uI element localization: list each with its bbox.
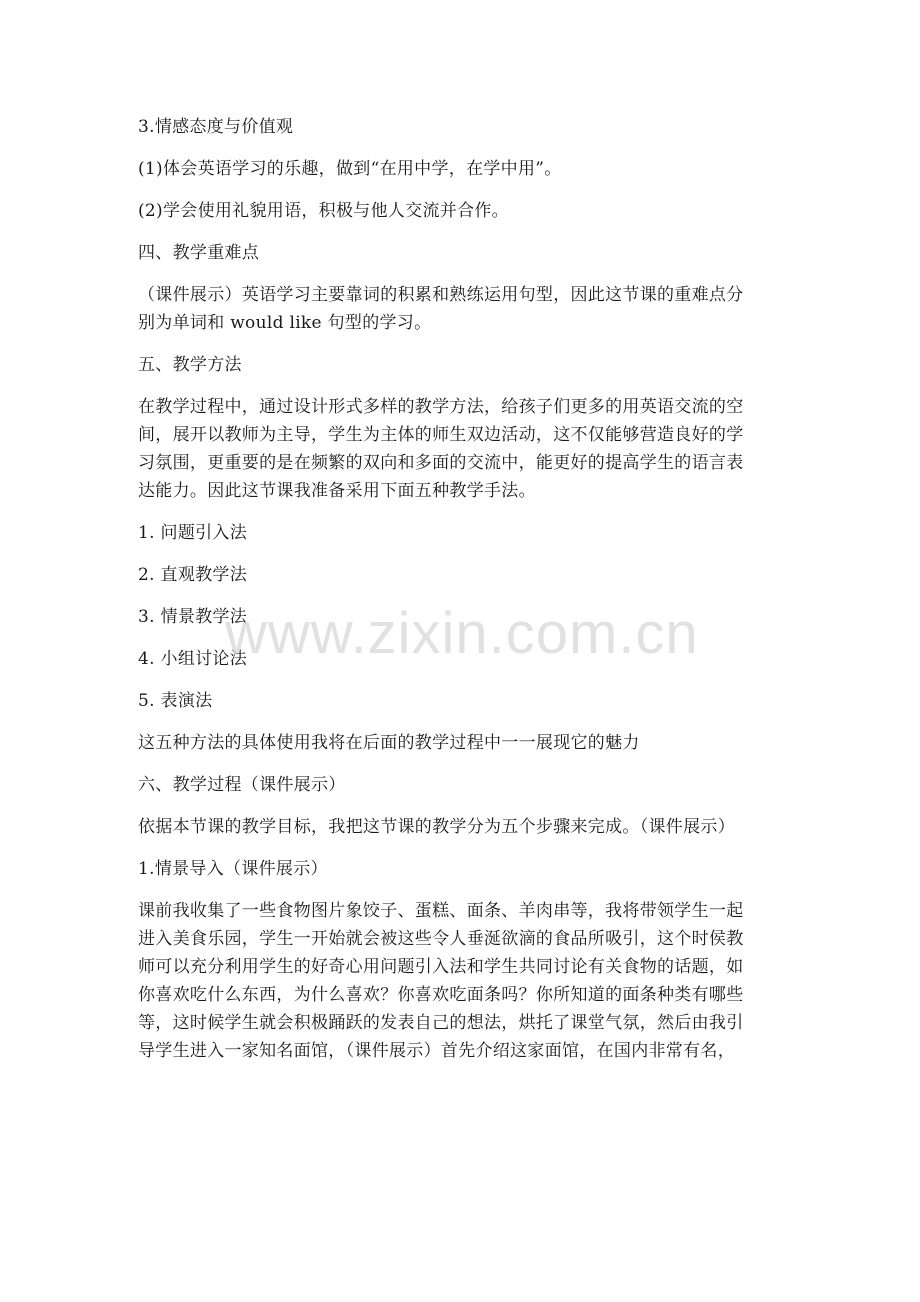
text-line: 5. 表演法 (138, 691, 213, 711)
text-line: 你喜欢吃什么东西，为什么喜欢？你喜欢吃面条吗？你所知道的面条种类有哪些 (138, 985, 744, 1005)
text-line: 等，这时候学生就会积极踊跃的发表自己的想法，烘托了课堂气氛，然后由我引 (138, 1013, 744, 1033)
paragraph (138, 855, 788, 883)
paragraph (138, 687, 788, 715)
text-line: 3. 情景教学法 (138, 607, 248, 627)
paragraph (138, 197, 788, 225)
text-line: 习氛围，更重要的是在频繁的双向和多面的交流中，能更好的提高学生的语言表 (138, 453, 744, 473)
text-line: 六、教学过程（课件展示） (138, 775, 346, 795)
paragraph (138, 771, 788, 799)
document-page (138, 113, 788, 1065)
text-line: 1.情景导入（课件展示） (138, 859, 328, 879)
text-line: 1. 问题引入法 (138, 523, 248, 543)
text-line: 3.情感态度与价值观 (138, 117, 294, 137)
paragraph (138, 561, 788, 589)
text-line: （课件展示）英语学习主要靠词的积累和熟练运用句型，因此这节课的重难点分 (138, 285, 744, 305)
text-line: 师可以充分利用学生的好奇心用问题引入法和学生共同讨论有关食物的话题，如 (138, 957, 744, 977)
text-line: 四、教学重难点 (138, 243, 260, 263)
text-line: 五、教学方法 (138, 355, 242, 375)
text-line: 这五种方法的具体使用我将在后面的教学过程中一一展现它的魅力 (138, 733, 640, 753)
text-line: 别为单词和 would like 句型的学习。 (138, 313, 432, 333)
paragraph (138, 813, 788, 841)
watermark: www.zixin.com.cn (225, 601, 699, 666)
paragraph (138, 645, 788, 673)
text-line: 导学生进入一家知名面馆，（课件展示）首先介绍这家面馆，在国内非常有名， (138, 1041, 735, 1061)
text-line: 在教学过程中，通过设计形式多样的教学方法，给孩子们更多的用英语交流的空 (138, 397, 744, 417)
text-line: 4. 小组讨论法 (138, 649, 248, 669)
paragraph (138, 897, 788, 1065)
text-line: (1)体会英语学习的乐趣，做到“在用中学，在学中用”。 (138, 159, 562, 179)
paragraph (138, 155, 788, 183)
paragraph (138, 519, 788, 547)
paragraph (138, 351, 788, 379)
text-line: 2. 直观教学法 (138, 565, 248, 585)
paragraph (138, 729, 788, 757)
paragraph (138, 393, 788, 505)
text-line: (2)学会使用礼貌用语，积极与他人交流并合作。 (138, 201, 509, 221)
text-line: 间，展开以教师为主导，学生为主体的师生双边活动，这不仅能够营造良好的学 (138, 425, 744, 445)
text-line: 进入美食乐园，学生一开始就会被这些令人垂涎欲滴的食品所吸引，这个时侯教 (138, 929, 744, 949)
text-line: 依据本节课的教学目标，我把这节课的教学分为五个步骤来完成。（课件展示） (138, 817, 735, 837)
text-line: 课前我收集了一些食物图片象饺子、蛋糕、面条、羊肉串等，我将带领学生一起 (138, 901, 744, 921)
paragraph (138, 603, 788, 631)
text-line: 达能力。因此这节课我准备采用下面五种教学手法。 (138, 481, 536, 501)
paragraph (138, 239, 788, 267)
paragraph (138, 113, 788, 141)
paragraph (138, 281, 788, 337)
